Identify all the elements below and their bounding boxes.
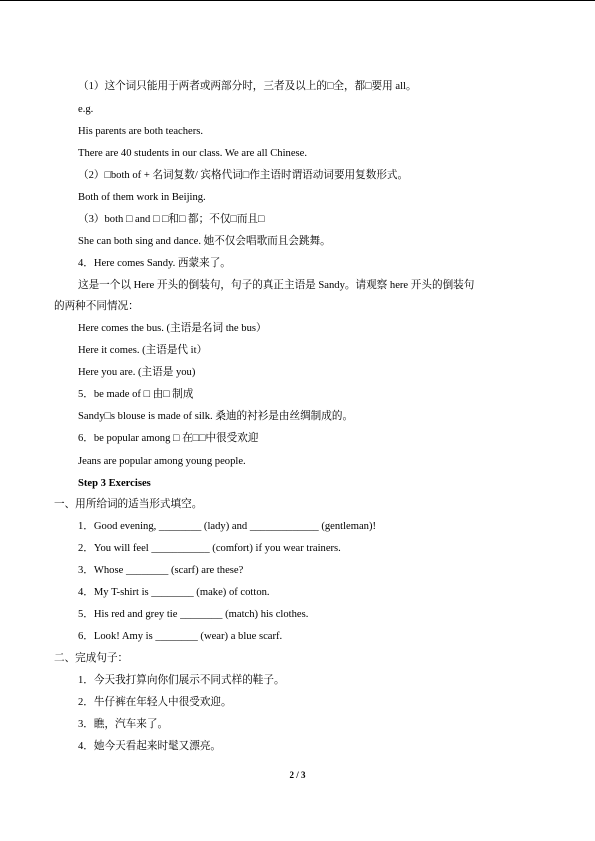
text-line: Here comes the bus. (主语是名词 the bus） xyxy=(78,323,267,334)
section-heading: 6．be popular among □ 在□□中很受欢迎 xyxy=(78,433,259,444)
step-heading: Step 3 Exercises xyxy=(78,478,151,489)
exercise-item: 3．瞧，汽车来了。 xyxy=(78,719,169,730)
text-line: Here you are. (主语是 you) xyxy=(78,367,196,378)
section-heading: 4．Here comes Sandy. 西蒙来了。 xyxy=(78,258,231,269)
text-line: e.g. xyxy=(78,104,94,115)
section-heading: 5．be made of □ 由□ 制成 xyxy=(78,389,194,400)
text-line: （3）both □ and □ □和□ 都；不仅□而且□ xyxy=(78,214,265,225)
exercise-item: 3．Whose ________ (scarf) are these? xyxy=(78,565,244,576)
text-line: Sandy□s blouse is made of silk. 桑迪的衬衫是由丝绸制成的。 xyxy=(78,411,354,422)
exercise-item: 2．You will feel ___________ (comfort) if you wear trainers. xyxy=(78,543,341,554)
text-line: She can both sing and dance. 她不仅会唱歌而且会跳舞。 xyxy=(78,236,331,247)
text-line: （2）□both of + 名词复数/ 宾格代词□作主语时谓语动词要用复数形式。 xyxy=(78,170,409,181)
exercise-item: 1．Good evening, ________ (lady) and _____________ (gentleman)! xyxy=(78,521,377,532)
text-line: （1）这个词只能用于两者或两部分时，三者及以上的□全，都□要用 all。 xyxy=(78,81,417,92)
exercise-heading: 一、用所给词的适当形式填空。 xyxy=(54,499,203,510)
text-line: Both of them work in Beijing. xyxy=(78,192,206,203)
text-line: There are 40 students in our class. We are all Chinese. xyxy=(78,148,307,159)
page-number: 2 / 3 xyxy=(289,770,306,780)
text-line: 这是一个以 Here 开头的倒装句，句子的真正主语是 Sandy。请观察 here 开头的倒装句 xyxy=(78,280,475,291)
exercise-heading: 二、完成句子： xyxy=(54,653,129,664)
exercise-item: 1．今天我打算向你们展示不同式样的鞋子。 xyxy=(78,675,285,686)
exercise-item: 5．His red and grey tie ________ (match) his clothes. xyxy=(78,609,309,620)
exercise-item: 4．她今天看起来时髦又漂亮。 xyxy=(78,741,222,752)
text-line: Here it comes. (主语是代 it） xyxy=(78,345,208,356)
text-line: 的两种不同情况： xyxy=(54,301,139,312)
exercise-item: 2．牛仔裤在年轻人中很受欢迎。 xyxy=(78,697,232,708)
exercise-item: 4．My T-shirt is ________ (make) of cotton. xyxy=(78,587,270,598)
page-top-border xyxy=(0,0,595,1)
exercise-item: 6．Look! Amy is ________ (wear) a blue scarf. xyxy=(78,631,283,642)
text-line: Jeans are popular among young people. xyxy=(78,456,246,467)
text-line: His parents are both teachers. xyxy=(78,126,204,137)
